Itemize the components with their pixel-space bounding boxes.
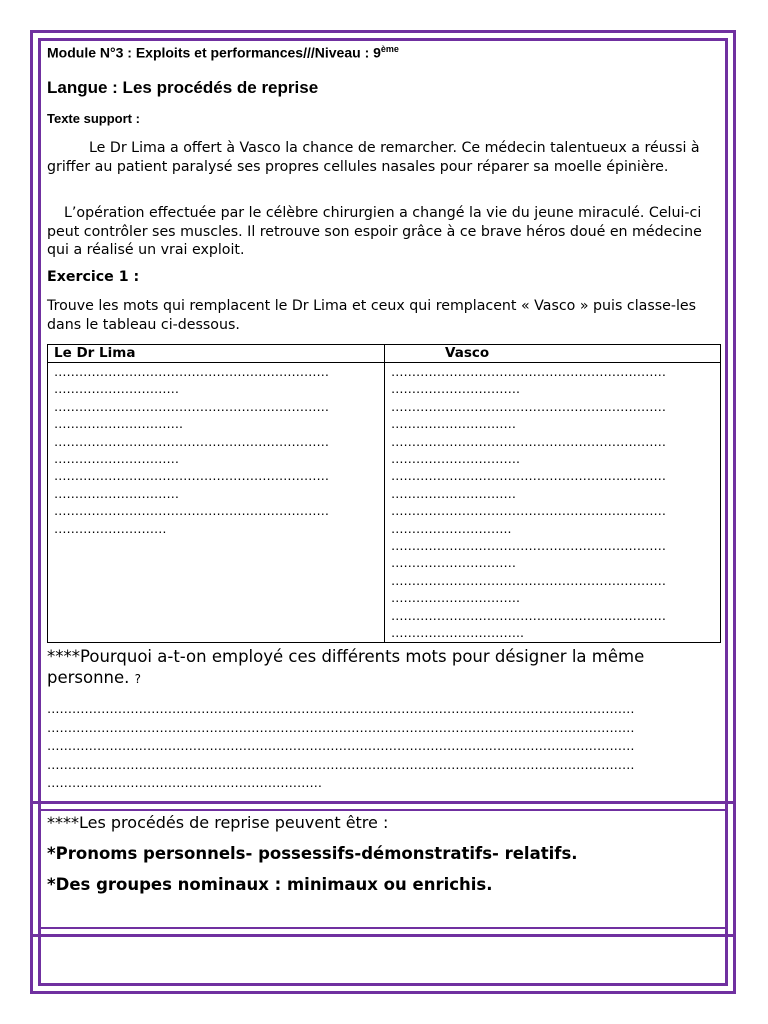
dotted-line: ……………………………………………………………………………………………………………………………: [47, 756, 635, 772]
question-text: ****Pourquoi a-t-on employé ces différents mots pour désigner la même personne. ?: [47, 647, 645, 687]
answer-column-vasco[interactable]: [385, 363, 721, 643]
dotted-line: ………………………….: [54, 416, 183, 432]
text-paragraph-2: L’opération effectuée par le célèbre chirurgien a changé la vie du jeune miraculé. Celui-ci peut contrôler ses muscles. Il retrouve son espoir grâce à ce brave héros doué en médecine qui a réalisé un vrai exploit.: [47, 205, 702, 258]
dotted-line: …………………………………………………………: [54, 364, 329, 379]
answer-table: [47, 344, 721, 643]
texte-support-label: Texte support :: [47, 111, 140, 126]
dotted-line: ……………………………………………………………………………………………………………………………: [47, 701, 635, 716]
dotted-line: …………………………………………………………: [391, 433, 666, 449]
rule-intro: ****Les procédés de reprise peuvent être :: [47, 813, 389, 832]
exercise-instruction: Trouve les mots qui remplacent le Dr Lima et ceux qui remplacent « Vasco » puis classe-les dans le tableau ci-dessous.: [47, 298, 697, 333]
langue-title: Langue : Les procédés de reprise: [47, 78, 319, 97]
dotted-line: ……………………………………………………………………………………………………………………………: [47, 738, 635, 754]
dotted-line: ………………………..: [391, 520, 512, 536]
rule-line-pronoms: *Pronoms personnels- possessifs-démonstratifs- relatifs.: [47, 844, 578, 863]
dotted-line: ………………………….: [391, 451, 520, 467]
dotted-line: …………………………………………………………: [391, 503, 666, 519]
dotted-line: …………………………: [391, 416, 516, 432]
dotted-line: ………………………….: [391, 381, 520, 397]
dotted-line: …………………………………………………………: [391, 398, 666, 414]
dotted-line: …………………………………………………………: [54, 503, 329, 519]
table-header-vasco: Vasco: [385, 345, 721, 363]
dotted-line: …………………………: [54, 485, 179, 501]
dotted-line: ……………………………………………………………………………………………………………………………: [47, 719, 635, 735]
dotted-line: …………………………: [391, 555, 516, 571]
dotted-line: …………………………..: [391, 625, 524, 641]
dotted-line: ………………………: [54, 520, 167, 536]
rule-line-groupes-nominaux: *Des groupes nominaux : minimaux ou enrichis.: [47, 875, 493, 894]
table-header-dr-lima: Le Dr Lima: [48, 345, 385, 363]
exercise-title: Exercice 1 :: [47, 269, 140, 285]
text-paragraph-1: Le Dr Lima a offert à Vasco la chance de remarcher. Ce médecin talentueux a réussi à griffer au patient paralysé ses propres cellules nasales pour réparer sa moelle épinière.: [47, 140, 700, 175]
answer-column-dr-lima[interactable]: [48, 363, 385, 643]
answer-lines[interactable]: [47, 700, 715, 793]
dotted-line: …………………………………………………………: [54, 398, 329, 414]
dotted-line: …………………………: [54, 381, 179, 397]
dotted-line: …………………………: [391, 485, 516, 501]
dotted-line: …………………………………………………………: [391, 468, 666, 484]
dotted-line: …………………………………………………………: [391, 572, 666, 588]
dotted-line: ………………………….: [391, 590, 520, 606]
dotted-line: …………………………………………………………: [391, 364, 666, 379]
module-title: Module N°3 : Exploits et performances///Niveau : 9ème: [47, 44, 399, 61]
dotted-line: …………………………: [54, 451, 179, 467]
dotted-line: …………………………………………………………: [54, 433, 329, 449]
dotted-line: …………………………………………………………: [54, 468, 329, 484]
dotted-line: …………………………………………………………: [47, 775, 322, 791]
dotted-line: …………………………………………………………: [391, 538, 666, 554]
dotted-line: …………………………………………………………: [391, 607, 666, 623]
